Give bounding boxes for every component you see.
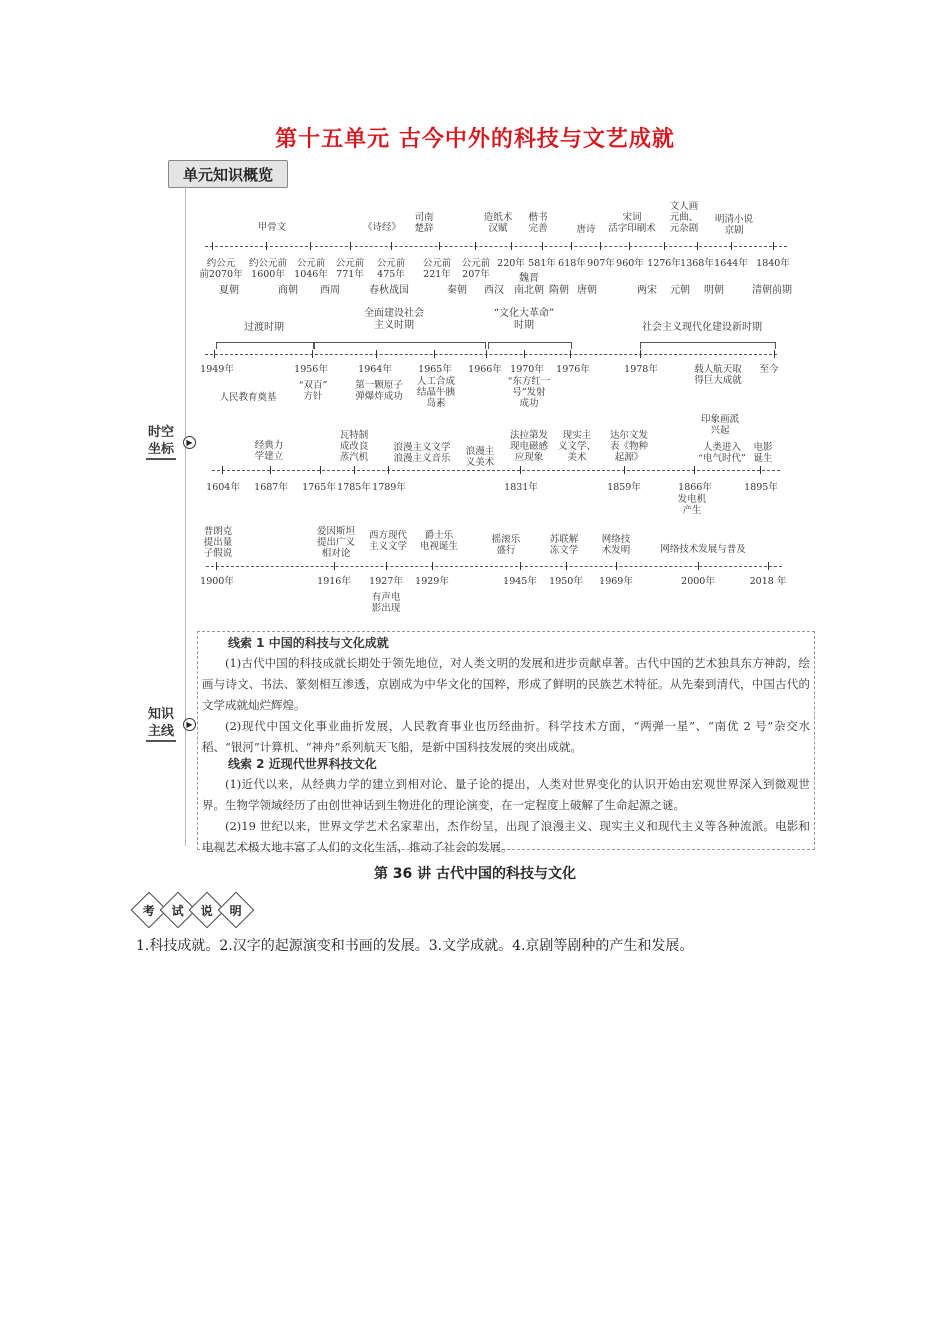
timeline-event: 人工合成 结晶牛胰 岛素 [416, 376, 455, 409]
timeline-tick [270, 466, 271, 474]
timeline-date: 1949年 [200, 364, 234, 375]
period-label: 过渡时期 [244, 322, 284, 333]
timeline-event: 人民教育奠基 [219, 392, 277, 403]
timeline-era: 西汉 [484, 285, 504, 296]
timeline-tick [212, 242, 213, 250]
section-spine [185, 186, 186, 846]
timeline-date: 1687年 [254, 482, 288, 493]
timeline-event: 普朗克 提出量 子假说 [203, 526, 233, 559]
timeline-tick [486, 350, 487, 358]
overview-banner: 单元知识概览 [168, 160, 288, 188]
exam-tag-char: 明 [218, 892, 255, 929]
timeline-date: 1927年 [369, 576, 403, 587]
timeline-date: 1916年 [317, 576, 351, 587]
timeline-tick [694, 466, 695, 474]
clue-2-paragraph-1: (1)近代以来，从经典力学的建立到相对论、量子论的提出，人类对世界变化的认识开始由宏观世界深入到微观世界。生物学领域经历了由创世神话到生物进化的理论演变，在一定程度上破解了生命起源之谜。 [202, 777, 810, 812]
timeline-tick [216, 562, 217, 570]
timeline-era: 清朝前期 [752, 285, 792, 296]
timeline-event: 爵士乐 电视诞生 [419, 530, 458, 552]
timeline-event: 明清小说 京剧 [714, 214, 753, 236]
timeline-event: 苏联解 冻文学 [549, 534, 579, 556]
timeline-era: 夏朝 [219, 285, 239, 296]
timeline-era: 春秋战国 [369, 285, 409, 296]
timeline-date: 公元前 475年 [376, 258, 406, 280]
timeline-tick [391, 242, 392, 250]
timeline-date: 1978年 [624, 364, 658, 375]
timeline-event: 网络技 术发明 [601, 534, 631, 556]
timeline-date: 1604年 [206, 482, 240, 493]
timeline-event: 经典力 学建立 [254, 440, 284, 462]
timeline-event: 宋词 活字印刷术 [608, 212, 656, 234]
timeline-date: 1866年 [678, 482, 712, 493]
timeline-date: 1929年 [415, 576, 449, 587]
timeline-date: 约公元前 1600年 [248, 258, 287, 280]
timeline-date: 1276年 [647, 258, 681, 269]
period-brace [640, 342, 776, 349]
timeline-event: 浪漫主 义美术 [465, 446, 495, 468]
timeline-date: 618年 [558, 258, 586, 269]
knowledge-mainline-box [197, 631, 815, 854]
timeline-date: 公元前 221年 [422, 258, 452, 280]
exam-tag-char: 试 [160, 892, 197, 929]
timeline-event: 司南 楚辞 [414, 212, 434, 234]
timeline-tick [697, 242, 698, 250]
timeline-date: 1969年 [599, 576, 633, 587]
timeline-date: 1895年 [744, 482, 778, 493]
timeline-event: 唐诗 [576, 224, 596, 235]
timeline-tick [386, 562, 387, 570]
timeline-event: 《诗经》 [362, 222, 401, 233]
timeline-tick [334, 562, 335, 570]
timeline-axis [206, 566, 782, 567]
timeline-tick [222, 466, 223, 474]
timeline-tick [774, 350, 775, 358]
page-title: 第十五单元 古今中外的科技与文艺成就 [275, 126, 675, 152]
timeline-date: 1976年 [556, 364, 590, 375]
clue-2-paragraph-2: (2)19 世纪以来，世界文学艺术名家辈出，杰作纷呈，出现了浪漫主义、现实主义和现代主义等各种流派。电影和电视艺术极大地丰富了人们的文化生活，推动了社会的发展。 [202, 819, 810, 854]
period-label: “文化大革命” 时期 [493, 308, 555, 331]
timeline-date: 约公元 前2070年 [199, 258, 243, 280]
timeline-event: 摇滚乐 盛行 [491, 534, 521, 556]
timeline-tick [214, 350, 215, 358]
period-label: 社会主义现代化建设新时期 [642, 322, 762, 333]
timeline-era: 魏晋 南北朝 [514, 273, 544, 296]
timeline-era: 秦朝 [447, 285, 467, 296]
timeline-date: 2000年 [681, 576, 715, 587]
timeline-date: 公元前 771年 [335, 258, 365, 280]
timeline-era: 商朝 [278, 285, 298, 296]
timeline-tick [475, 242, 476, 250]
timeline-tick [524, 350, 525, 358]
timeline-event: 网络技术发展与普及 [660, 544, 746, 555]
timeline-event: 载人航天取 得巨大成就 [694, 364, 742, 386]
timeline-event: 人类进入 “电气时代” [698, 442, 746, 464]
timeline-date: 1644年 [714, 258, 748, 269]
timeline-event: 瓦特制 成改良 蒸汽机 [339, 430, 369, 463]
clue-2-title: 线索 2 近现代世界科技文化 [228, 757, 377, 771]
timeline-date: 1956年 [294, 364, 328, 375]
timeline-date: 960年 [616, 258, 644, 269]
timeline-tick [520, 562, 521, 570]
timeline-era: 元朝 [670, 285, 690, 296]
timeline-era: 唐朝 [577, 285, 597, 296]
timeline-date: 1900年 [200, 576, 234, 587]
timeline-date: 1965年 [418, 364, 452, 375]
timeline-era: 隋朝 [549, 285, 569, 296]
timeline-event: 达尔文发 表《物种 起源》 [609, 430, 648, 463]
timeline-date: 1966年 [468, 364, 502, 375]
timeline-tick [571, 242, 572, 250]
timeline-tick [566, 562, 567, 570]
timeline-tick [439, 242, 440, 250]
period-brace [314, 342, 486, 349]
timeline-tick [310, 242, 311, 250]
timeline-tick [629, 242, 630, 250]
period-brace [216, 342, 314, 349]
timeline-tick [320, 466, 321, 474]
mainline-side-label: 知识 主线 [146, 706, 176, 742]
timeline-date: 1831年 [504, 482, 538, 493]
timeline-tick [570, 350, 571, 358]
timeline-event: 现实主 义文学、 美术 [557, 430, 596, 463]
timeline-event: 楷书 完善 [528, 212, 548, 234]
timeline-tick [773, 242, 774, 250]
timeline-tick [388, 466, 389, 474]
timeline-date: 公元前 1046年 [294, 258, 328, 280]
exam-description-text: 1.科技成就。2.汉字的起源演变和书画的发展。3.文学成就。4.京剧等剧种的产生和发展。 [136, 938, 694, 954]
timeline-tick [600, 242, 601, 250]
timeline-era: 明朝 [704, 285, 724, 296]
timeline-tick [376, 350, 377, 358]
timeline-tick [640, 350, 641, 358]
timeline-tick [354, 466, 355, 474]
timeline-date: 1859年 [607, 482, 641, 493]
timeline-date: 1964年 [358, 364, 392, 375]
timeline-date: 1785年 [337, 482, 371, 493]
timeline-event: 西方现代 主义文学 [368, 530, 407, 552]
timeline-event-below: 发电机 产生 [677, 494, 707, 516]
timeline-event: “双百” 方针 [298, 380, 328, 402]
timeline-axis [205, 354, 777, 355]
timeline-date: 公元前 207年 [461, 258, 491, 280]
lecture-title: 第 36 讲 古代中国的科技与文化 [373, 866, 577, 882]
clue-1-paragraph-2: (2)现代中国文化事业曲折发展，人民教育事业也历经曲折。科学技术方面，“两弹一星”、“南优 2 号”杂交水稻、“银河”计算机、“神舟”系列航天飞船，是新中国科技发展的突出成就。 [202, 719, 810, 754]
timeline-event: “东方红一 号”发射 成功 [507, 376, 551, 409]
timeline-event: 浪漫主义文学 浪漫主义音乐 [393, 442, 451, 464]
timeline-date: 1840年 [756, 258, 790, 269]
timeline-event-below: 有声电 影出现 [371, 592, 401, 614]
timeline-date: 1945年 [503, 576, 537, 587]
timeline-tick [731, 242, 732, 250]
timeline-date: 907年 [587, 258, 615, 269]
timeline-tick [520, 466, 521, 474]
timeline-tick [624, 466, 625, 474]
clue-1-paragraph-1: (1)古代中国的科技成就长期处于领先地位，对人类文明的发展和进步贡献卓著。古代中国的艺术独具东方神韵，绘画与诗文、书法、篆刻相互渗透，京剧成为中华文化的国粹，形成了鲜明的民族艺术特征。从先秦到清代，中国古代的文学成就灿烂辉煌。 [202, 656, 810, 712]
timeline-event: 电影 诞生 [753, 442, 773, 464]
timeline-date: 至今 [759, 364, 779, 375]
timeline-event: 文人画 元曲、 元杂剧 [669, 201, 699, 234]
mainline-arrow-icon: ▶ [183, 718, 196, 731]
timeline-tick [266, 242, 267, 250]
timeline-era: 西周 [320, 285, 340, 296]
timeline-date: 220年 [497, 258, 525, 269]
timeline-tick [768, 562, 769, 570]
timeline-side-label: 时空 坐标 [146, 424, 176, 460]
timeline-date: 1970年 [510, 364, 544, 375]
timeline-date: 1765年 [302, 482, 336, 493]
period-label: 全面建设社会 主义时期 [364, 308, 424, 331]
timeline-date: 581年 [528, 258, 556, 269]
timeline-tick [698, 562, 699, 570]
timeline-date: 1368年 [680, 258, 714, 269]
exam-tag-char: 考 [131, 892, 168, 929]
timeline-tick [312, 350, 313, 358]
timeline-date: 1789年 [372, 482, 406, 493]
timeline-event: 甲骨文 [257, 222, 287, 233]
timeline-arrow-icon: ▶ [183, 436, 196, 449]
timeline-tick [434, 350, 435, 358]
clue-1-title: 线索 1 中国的科技与文化成就 [228, 636, 389, 650]
timeline-era: 两宋 [637, 285, 657, 296]
timeline-tick [760, 466, 761, 474]
timeline-event: 法拉第发 现电磁感 应现象 [509, 430, 548, 463]
timeline-event: 印象画派 兴起 [700, 414, 739, 436]
timeline-axis [205, 246, 787, 247]
exam-tag-char: 说 [189, 892, 226, 929]
timeline-tick [350, 242, 351, 250]
timeline-tick [664, 242, 665, 250]
timeline-tick [616, 562, 617, 570]
period-brace [488, 342, 572, 349]
timeline-tick [542, 242, 543, 250]
exam-description-tag [136, 897, 252, 923]
timeline-date: 2018 年 [749, 576, 787, 587]
timeline-event: 第一颗原子 弹爆炸成功 [355, 380, 403, 402]
timeline-date: 1950年 [549, 576, 583, 587]
timeline-tick [432, 562, 433, 570]
timeline-event: 造纸术 汉赋 [483, 212, 513, 234]
timeline-tick [511, 242, 512, 250]
timeline-event: 爱因斯坦 提出广义 相对论 [316, 526, 355, 559]
